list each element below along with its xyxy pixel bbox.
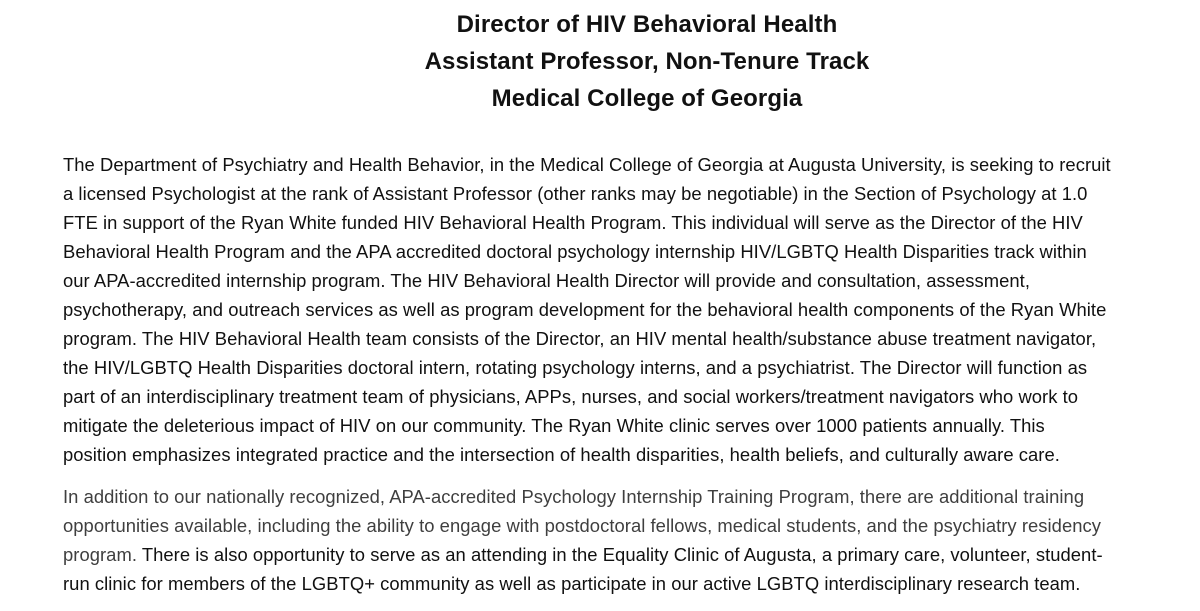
paragraph-line: psychotherapy, and outreach services as well as program development for the behavioral health components of the Ryan White bbox=[63, 299, 1107, 320]
paragraph-fragment: There is also opportunity to serve as an attending in the Equality Clinic of Augusta, a primary care, volunteer, student- bbox=[141, 544, 1103, 565]
paragraph-line: FTE in support of the Ryan White funded HIV Behavioral Health Program. This individual will serve as the Director of the HIV bbox=[63, 212, 1083, 233]
job-description-paragraph bbox=[63, 150, 1188, 469]
paragraph-line-mixed bbox=[63, 540, 1188, 569]
paragraph-line: our APA-accredited internship program. The HIV Behavioral Health Director will provide and consultation, assessment, bbox=[63, 270, 1031, 291]
job-title-block bbox=[0, 6, 1200, 117]
paragraph-line: the HIV/LGBTQ Health Disparities doctoral intern, rotating psychology interns, and a psychiatrist. The Director will function as bbox=[63, 357, 1088, 378]
paragraph-line: In addition to our nationally recognized, APA-accredited Psychology Internship Training Program, there are additional training bbox=[63, 486, 1085, 507]
paragraph-line: program. The HIV Behavioral Health team consists of the Director, an HIV mental health/substance abuse treatment navigator, bbox=[63, 328, 1097, 349]
institution-name: Medical College of Georgia bbox=[491, 85, 803, 112]
paragraph-line: opportunities available, including the ability to engage with postdoctoral fellows, medical students, and the psychiatry residency bbox=[63, 515, 1101, 536]
job-rank: Assistant Professor, Non-Tenure Track bbox=[424, 48, 870, 75]
paragraph-line: part of an interdisciplinary treatment team of physicians, APPs, nurses, and social workers/treatment navigators who work to bbox=[63, 386, 1079, 407]
paragraph-line: mitigate the deleterious impact of HIV on our community. The Ryan White clinic serves over 1000 patients annually. This bbox=[63, 415, 1045, 436]
paragraph-fragment: program. bbox=[63, 544, 142, 565]
paragraph-line: position emphasizes integrated practice and the intersection of health disparities, health beliefs, and culturally aware care. bbox=[63, 444, 1060, 465]
paragraph-line: a licensed Psychologist at the rank of Assistant Professor (other ranks may be negotiable) in the Section of Psychology at 1.0 bbox=[63, 183, 1088, 204]
paragraph-line: The Department of Psychiatry and Health Behavior, in the Medical College of Georgia at Augusta University, is seeking to recruit bbox=[63, 154, 1111, 175]
training-opportunities-paragraph bbox=[63, 482, 1188, 598]
job-title: Director of HIV Behavioral Health bbox=[456, 11, 838, 38]
paragraph-line: run clinic for members of the LGBTQ+ community as well as participate in our active LGBTQ interdisciplinary research team. bbox=[63, 573, 1081, 594]
paragraph-line: Behavioral Health Program and the APA accredited doctoral psychology internship HIV/LGBTQ Health Disparities track within bbox=[63, 241, 1087, 262]
